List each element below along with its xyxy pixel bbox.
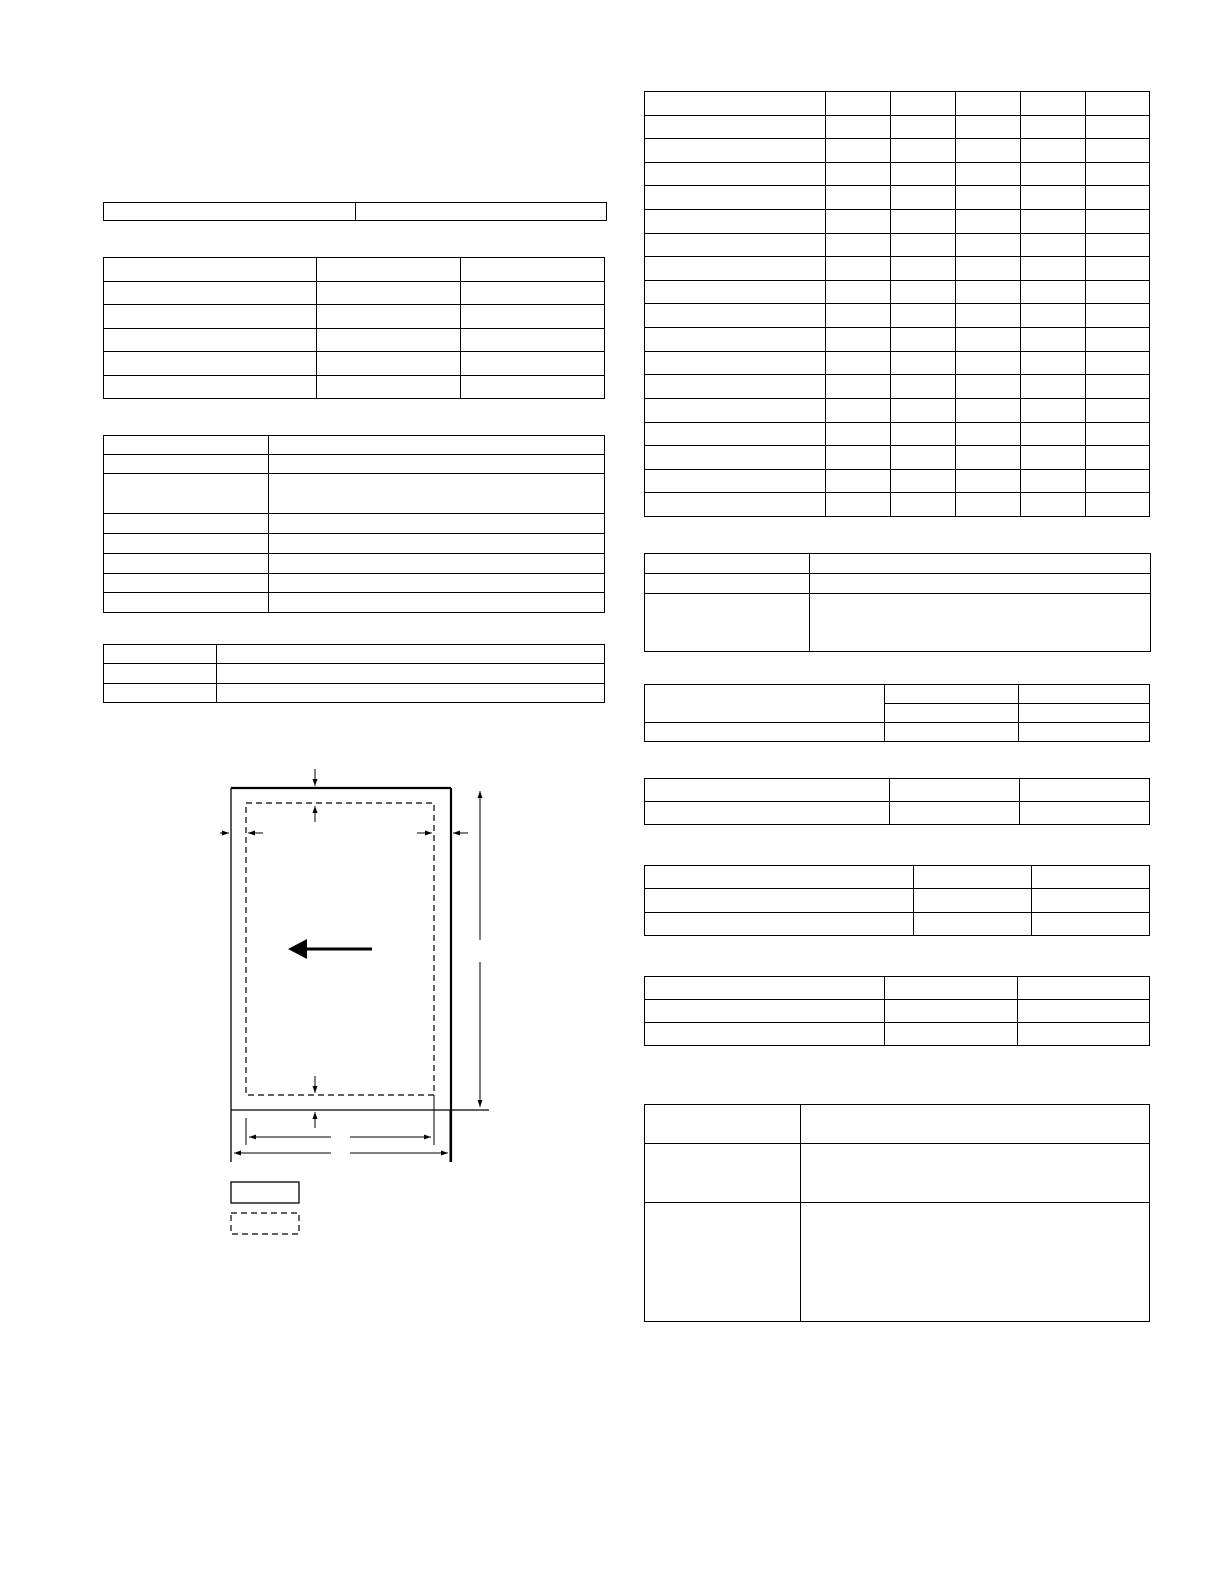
table-cell <box>891 375 956 399</box>
table-cell <box>1086 351 1150 375</box>
table-cell <box>645 375 826 399</box>
table-cell <box>956 493 1021 517</box>
table-cell <box>826 304 891 328</box>
table-cell <box>891 304 956 328</box>
table-cell <box>645 554 810 574</box>
table-cell <box>645 1105 801 1144</box>
table-cell <box>645 210 826 234</box>
table-cell <box>645 233 826 257</box>
table-cell <box>1021 328 1086 352</box>
table-cell <box>645 574 810 594</box>
table-row <box>645 1144 1150 1203</box>
table-row <box>645 210 1150 234</box>
feed-direction-arrow <box>288 939 372 959</box>
table-cell <box>645 1000 885 1023</box>
table-cell <box>1086 92 1150 116</box>
table-cell <box>801 1105 1150 1144</box>
table-cell <box>826 328 891 352</box>
table-cell <box>1020 779 1150 802</box>
table-cell <box>885 1023 1018 1046</box>
diagram-legend <box>231 1182 299 1234</box>
table-cell <box>645 257 826 281</box>
table-row <box>645 1105 1150 1144</box>
table-row <box>645 257 1150 281</box>
table-cell <box>1021 210 1086 234</box>
table-cell <box>885 704 1019 723</box>
table-cell <box>826 493 891 517</box>
table-row <box>645 304 1150 328</box>
table-cell <box>1021 493 1086 517</box>
table-cell <box>891 422 956 446</box>
legend-dashed-swatch <box>231 1213 299 1234</box>
table-cell <box>956 139 1021 163</box>
table-cell <box>891 398 956 422</box>
table-cell <box>1019 685 1150 704</box>
table-row <box>645 139 1150 163</box>
table-cell <box>826 92 891 116</box>
table-cell <box>645 1023 885 1046</box>
table-cell <box>914 912 1032 935</box>
table-row <box>645 162 1150 186</box>
print-width-dimension <box>246 1095 434 1145</box>
paper-width-dimension <box>234 1110 450 1162</box>
table-row <box>645 574 1151 594</box>
table-cell <box>645 779 890 802</box>
table-cell <box>891 115 956 139</box>
table-cell <box>645 493 826 517</box>
table-cell <box>645 912 914 935</box>
table-cell <box>1086 280 1150 304</box>
table-cell <box>1086 375 1150 399</box>
table-cell <box>645 469 826 493</box>
table-row <box>645 92 1150 116</box>
table-cell <box>890 802 1020 825</box>
table-cell <box>826 422 891 446</box>
table-cell <box>645 162 826 186</box>
table-cell <box>956 233 1021 257</box>
table-cell <box>1021 115 1086 139</box>
table-cell <box>1021 422 1086 446</box>
table-cell <box>826 398 891 422</box>
table-cell <box>801 1144 1150 1203</box>
table-cell <box>891 351 956 375</box>
table-cell <box>810 554 1151 574</box>
table-cell <box>1086 446 1150 470</box>
table-cell <box>956 92 1021 116</box>
table-cell <box>956 351 1021 375</box>
table-cell <box>1086 233 1150 257</box>
table-row <box>645 233 1150 257</box>
table-cell <box>645 186 826 210</box>
table-cell <box>826 162 891 186</box>
table-cell <box>914 866 1032 889</box>
table-cell <box>891 139 956 163</box>
table-cell <box>1021 469 1086 493</box>
table-cell <box>801 1203 1150 1322</box>
table-cell <box>891 257 956 281</box>
table-cell <box>1021 186 1086 210</box>
table-cell <box>885 723 1019 742</box>
table-cell <box>891 446 956 470</box>
paper-outline <box>231 788 489 1162</box>
table-cell <box>885 1000 1018 1023</box>
table-row <box>645 351 1150 375</box>
table-row <box>645 889 1150 912</box>
table-row <box>645 280 1150 304</box>
table-cell <box>1086 398 1150 422</box>
table-cell <box>810 594 1151 652</box>
table-k <box>644 1104 1150 1322</box>
table-cell <box>645 889 914 912</box>
table-cell <box>956 469 1021 493</box>
table-row <box>645 493 1150 517</box>
table-cell <box>1086 328 1150 352</box>
table-cell <box>1086 493 1150 517</box>
table-cell <box>1086 139 1150 163</box>
table-cell <box>645 977 885 1000</box>
table-cell <box>891 280 956 304</box>
table-cell <box>645 866 914 889</box>
table-cell <box>645 398 826 422</box>
table-cell <box>956 115 1021 139</box>
table-row <box>645 977 1150 1000</box>
table-cell <box>956 328 1021 352</box>
table-cell <box>645 422 826 446</box>
table-cell <box>891 186 956 210</box>
table-f <box>644 553 1151 652</box>
table-h <box>644 778 1150 825</box>
table-cell <box>914 889 1032 912</box>
table-cell <box>1021 162 1086 186</box>
table-cell <box>826 139 891 163</box>
table-cell <box>891 469 956 493</box>
table-cell <box>826 233 891 257</box>
table-cell <box>645 280 826 304</box>
table-cell <box>826 446 891 470</box>
table-cell <box>1032 889 1150 912</box>
table-cell <box>645 139 826 163</box>
table-cell <box>1021 280 1086 304</box>
table-row <box>645 594 1151 652</box>
table-cell <box>956 446 1021 470</box>
table-cell <box>645 685 885 723</box>
table-cell <box>890 779 1020 802</box>
table-cell <box>956 422 1021 446</box>
table-row <box>645 723 1150 742</box>
table-row <box>645 328 1150 352</box>
table-cell <box>1086 304 1150 328</box>
table-cell <box>1086 210 1150 234</box>
table-cell <box>826 469 891 493</box>
legend-solid-swatch <box>231 1182 299 1203</box>
table-cell <box>956 162 1021 186</box>
table-cell <box>1021 92 1086 116</box>
table-row <box>645 685 1150 704</box>
table-row <box>645 375 1150 399</box>
table-row <box>645 1203 1150 1322</box>
table-i <box>644 865 1150 936</box>
table-row <box>645 186 1150 210</box>
table-cell <box>891 162 956 186</box>
table-row <box>645 1023 1150 1046</box>
table-row <box>645 779 1150 802</box>
table-cell <box>826 210 891 234</box>
table-cell <box>1021 351 1086 375</box>
table-cell <box>1086 422 1150 446</box>
table-row <box>645 469 1150 493</box>
table-cell <box>645 328 826 352</box>
table-cell <box>1018 1000 1150 1023</box>
table-cell <box>645 92 826 116</box>
table-row <box>645 866 1150 889</box>
table-cell <box>885 977 1018 1000</box>
table-cell <box>1086 469 1150 493</box>
table-cell <box>1021 233 1086 257</box>
table-cell <box>1019 723 1150 742</box>
table-cell <box>826 351 891 375</box>
table-cell <box>891 328 956 352</box>
table-e <box>644 91 1150 517</box>
table-cell <box>1086 257 1150 281</box>
table-j <box>644 976 1150 1046</box>
table-cell <box>891 210 956 234</box>
table-cell <box>826 115 891 139</box>
table-cell <box>826 257 891 281</box>
table-cell <box>645 594 810 652</box>
table-cell <box>1086 115 1150 139</box>
table-cell <box>891 92 956 116</box>
table-cell <box>645 723 885 742</box>
table-cell <box>1021 139 1086 163</box>
table-cell <box>1021 304 1086 328</box>
table-cell <box>1018 1023 1150 1046</box>
table-cell <box>645 446 826 470</box>
table-row <box>645 398 1150 422</box>
table-row <box>645 1000 1150 1023</box>
table-cell <box>645 802 890 825</box>
table-cell <box>1086 186 1150 210</box>
table-cell <box>645 1203 801 1322</box>
table-cell <box>956 257 1021 281</box>
table-cell <box>645 351 826 375</box>
table-cell <box>1021 446 1086 470</box>
table-cell <box>826 280 891 304</box>
table-cell <box>1021 375 1086 399</box>
table-row <box>645 446 1150 470</box>
table-cell <box>826 375 891 399</box>
table-cell <box>645 1144 801 1203</box>
table-cell <box>1021 257 1086 281</box>
table-cell <box>645 115 826 139</box>
table-cell <box>956 186 1021 210</box>
table-cell <box>810 574 1151 594</box>
table-cell <box>1020 802 1150 825</box>
table-cell <box>956 280 1021 304</box>
table-row <box>645 115 1150 139</box>
table-cell <box>956 304 1021 328</box>
table-row <box>645 422 1150 446</box>
table-cell <box>1021 398 1086 422</box>
table-cell <box>956 398 1021 422</box>
table-cell <box>1019 704 1150 723</box>
table-cell <box>956 210 1021 234</box>
table-cell <box>885 685 1019 704</box>
table-cell <box>891 233 956 257</box>
table-cell <box>1032 912 1150 935</box>
table-row <box>645 802 1150 825</box>
table-cell <box>826 186 891 210</box>
table-cell <box>1032 866 1150 889</box>
table-cell <box>956 375 1021 399</box>
table-row <box>645 912 1150 935</box>
table-row <box>645 554 1151 574</box>
table-g <box>644 684 1150 742</box>
table-cell <box>1018 977 1150 1000</box>
table-cell <box>891 493 956 517</box>
table-cell <box>1086 162 1150 186</box>
table-cell <box>645 304 826 328</box>
